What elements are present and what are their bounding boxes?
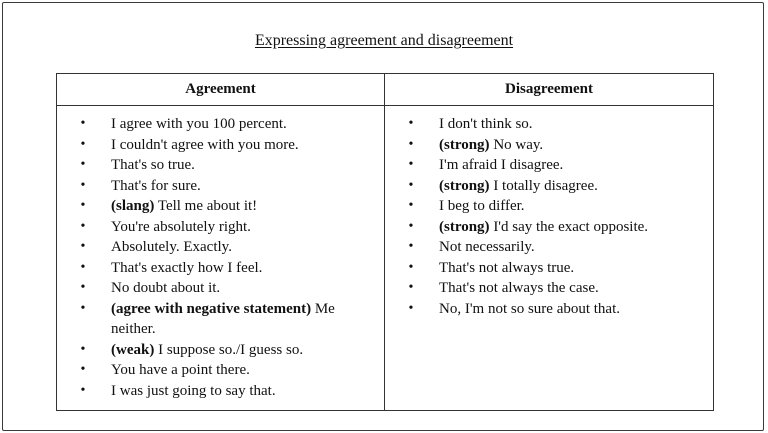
disagreement-list-item xyxy=(385,237,713,258)
phrase-tag: (agree with negative statement) xyxy=(111,300,312,317)
bullet-icon: • xyxy=(408,136,414,152)
bullet-icon: • xyxy=(80,300,86,316)
phrase-tag: (strong) xyxy=(439,136,490,153)
agreement-list-item xyxy=(57,155,384,176)
phrase-text: I was just going to say that. xyxy=(111,382,276,399)
disagreement-list-item xyxy=(385,299,713,320)
phrase-text: No way. xyxy=(489,136,544,153)
phrase-text: That's for sure. xyxy=(111,177,201,194)
phrase-text: Tell me about it! xyxy=(154,198,258,214)
agreement-list-item xyxy=(57,258,384,279)
phrase-text: Me neither. xyxy=(111,300,335,337)
agreement-list-item xyxy=(57,135,384,156)
bullet-icon: • xyxy=(80,280,86,295)
bullet-icon: • xyxy=(80,239,86,254)
phrase-text: That's so true. xyxy=(111,157,195,173)
bullet-icon: • xyxy=(408,157,414,172)
phrase-text: That's not always the case. xyxy=(439,280,599,296)
disagreement-list-item xyxy=(385,135,713,156)
disagreement-column-header: Disagreement xyxy=(385,74,714,106)
phrase-text: I couldn't agree with you more. xyxy=(111,136,299,153)
agreement-column-header: Agreement xyxy=(57,74,385,106)
phrase-text: I'd say the exact opposite. xyxy=(489,218,649,235)
bullet-icon: • xyxy=(408,239,414,254)
disagreement-list-item xyxy=(385,114,713,135)
phrase-tag: (strong) xyxy=(439,177,490,194)
agreement-list-item xyxy=(57,381,384,402)
disagreement-list-item xyxy=(385,155,713,176)
bullet-icon: • xyxy=(408,198,414,213)
phrase-tag: (weak) xyxy=(111,341,155,358)
agreement-list-item xyxy=(57,196,384,217)
disagreement-cell xyxy=(385,106,714,411)
agreement-list-item xyxy=(57,278,384,299)
bullet-icon: • xyxy=(408,300,414,316)
bullet-icon: • xyxy=(408,218,414,234)
bullet-icon: • xyxy=(408,116,414,131)
phrase-text: No, I'm not so sure about that. xyxy=(439,300,621,317)
bullet-icon: • xyxy=(408,177,414,193)
phrase-text: I don't think so. xyxy=(439,116,533,132)
disagreement-list-item xyxy=(385,258,713,279)
phrase-tag: (strong) xyxy=(439,218,490,235)
disagreement-list-item xyxy=(385,278,713,299)
disagreement-list-item xyxy=(385,196,713,217)
phrase-text: Not necessarily. xyxy=(439,239,535,255)
bullet-icon: • xyxy=(80,157,86,172)
agreement-list-item xyxy=(57,237,384,258)
agreement-list-item xyxy=(57,360,384,381)
bullet-icon: • xyxy=(80,259,86,275)
phrase-text: I agree with you 100 percent. xyxy=(111,116,287,132)
agreement-list xyxy=(57,114,384,401)
disagreement-list-item xyxy=(385,176,713,197)
bullet-icon: • xyxy=(80,116,86,131)
agreement-list-item xyxy=(57,340,384,361)
bullet-icon: • xyxy=(80,198,86,213)
bullet-icon: • xyxy=(80,136,86,152)
table-row xyxy=(57,106,714,411)
table-header-row xyxy=(57,74,714,106)
phrase-text: No doubt about it. xyxy=(111,280,221,296)
page-title: Expressing agreement and disagreement xyxy=(254,32,514,49)
phrase-text: You're absolutely right. xyxy=(111,218,251,235)
phrase-text: Absolutely. Exactly. xyxy=(111,239,232,255)
bullet-icon: • xyxy=(408,280,414,295)
agreement-list-item xyxy=(57,299,384,340)
agreement-list-item xyxy=(57,176,384,197)
bullet-icon: • xyxy=(80,382,86,398)
agreement-list-item xyxy=(57,217,384,238)
disagreement-list-item xyxy=(385,217,713,238)
bullet-icon: • xyxy=(80,218,86,234)
phrase-text: I'm afraid I disagree. xyxy=(439,157,564,173)
phrase-text: I beg to differ. xyxy=(439,198,525,214)
phrase-text: You have a point there. xyxy=(111,362,250,378)
bullet-icon: • xyxy=(80,362,86,377)
bullet-icon: • xyxy=(80,341,86,357)
bullet-icon: • xyxy=(80,177,86,193)
phrase-text: That's exactly how I feel. xyxy=(111,259,263,276)
phrases-table xyxy=(56,73,714,411)
disagreement-list xyxy=(385,114,713,319)
phrase-text: I totally disagree. xyxy=(489,177,598,194)
phrase-tag: (slang) xyxy=(111,198,155,214)
agreement-list-item xyxy=(57,114,384,135)
agreement-cell xyxy=(57,106,385,411)
phrase-text: That's not always true. xyxy=(439,259,575,276)
phrase-text: I suppose so./I guess so. xyxy=(154,341,304,358)
bullet-icon: • xyxy=(408,259,414,275)
